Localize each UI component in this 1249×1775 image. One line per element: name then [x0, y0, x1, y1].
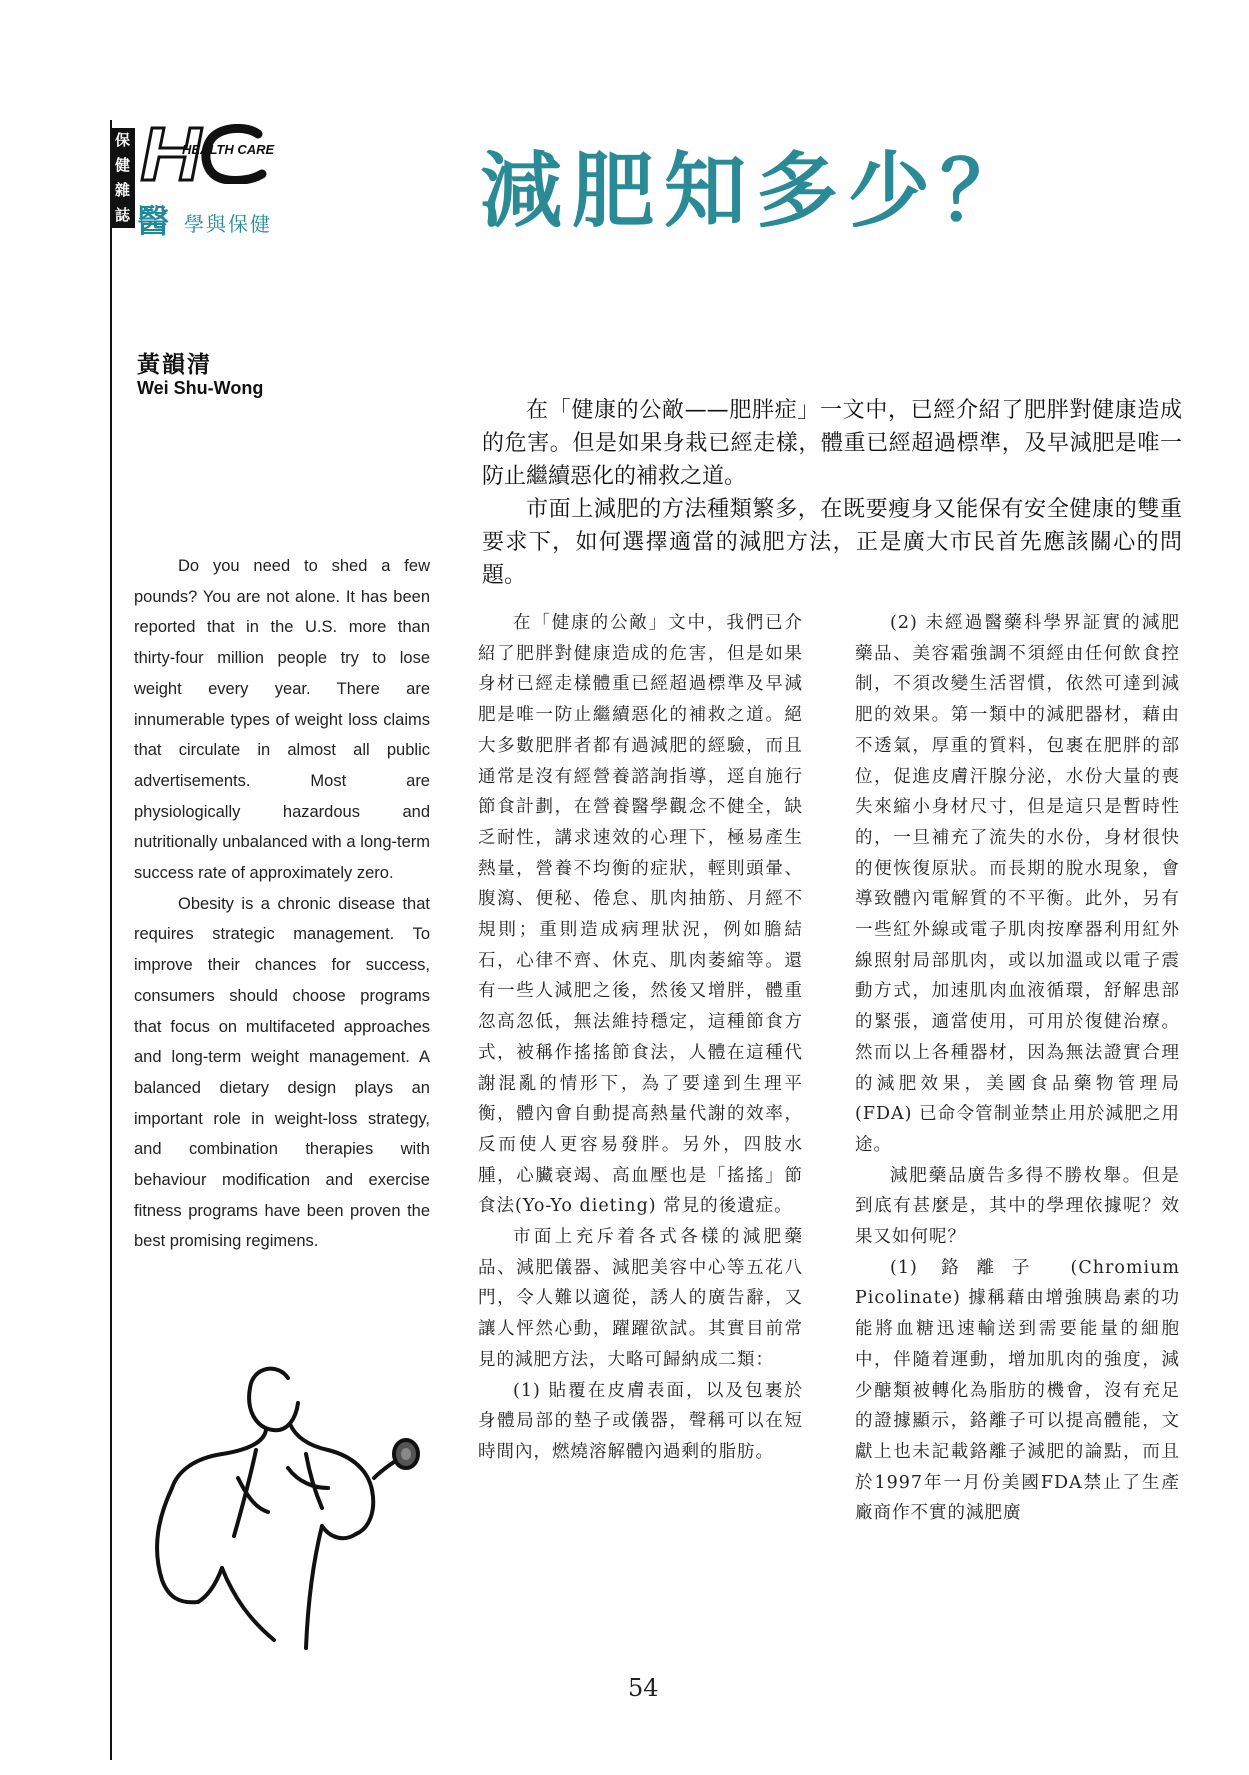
body-column-2	[855, 608, 1180, 1529]
logo-yi: 醫	[137, 202, 170, 240]
logo-band-char: 保	[114, 131, 130, 149]
article-title: 減肥知多少？	[480, 143, 1033, 239]
body-paragraph: 市面上充斥着各式各樣的減肥藥品、減肥儀器、減肥美容中心等五花八門，令人難以適從，誘人的廣告辭，又讓人怦然心動，躍躍欲試。其實目前常見的減肥方法，大略可歸納成二類：	[478, 1227, 803, 1370]
abstract-paragraph: Do you need to shed a few pounds? You are not alone. It has been reported that in the U.S. more than thirty-four million people try to lose weight every year. There are innumerable types of weight loss claims that circulate in almost all public advertisements. Most are physiologically hazardous and nutritionally unbalanced with a long-term success rate of approximately zero.	[134, 557, 430, 883]
body-paragraph: (1) 貼覆在皮膚表面，以及包裹於身體局部的墊子或儀器，聲稱可以在短時間內，燃燒溶解體內過剩的脂肪。	[478, 1380, 803, 1462]
magazine-logo	[110, 124, 310, 240]
body-paragraph: 減肥藥品廣告多得不勝枚舉。但是到底有甚麼是，其中的學理依據呢？效果又如何呢？	[855, 1165, 1180, 1248]
lead-paragraphs	[482, 394, 1182, 592]
logo-band-char: 雜	[114, 181, 130, 199]
logo-band	[110, 128, 135, 228]
logo-band-char: 誌	[114, 206, 130, 224]
logo-subtitle: 學與保健	[184, 212, 272, 236]
author-name-zh: 黃韻清	[137, 352, 212, 378]
lead-paragraph: 市面上減肥的方法種類繁多，在既要瘦身又能保有安全健康的雙重要求下，如何選擇適當的減肥方法，正是廣大市民首先應該關心的問題。	[482, 497, 1182, 588]
body-paragraph: 在「健康的公敵」文中，我們已介紹了肥胖對健康造成的危害，但是如果身材已經走樣體重已經超過標準及早減肥是唯一防止繼續惡化的補救之道。絕大多數肥胖者都有過減肥的經驗，而且通常是沒有經營養諮詢指導，逕自施行節食計劃，在營養醫學觀念不健全，缺乏耐性，講求速效的心理下，極易產生熱量，營養不均衡的症狀，輕則頭暈、腹瀉、便秘、倦怠、肌肉抽筋、月經不規則；重則造成病理狀況，例如膽結石，心律不齊、休克、肌肉萎縮等。還有一些人減肥之後，然後又增胖，體重忽高忽低，無法維持穩定，這種節食方式，被稱作搖搖節食法，人體在這種代謝混亂的情形下，為了要達到生理平衡，體內會自動提高熱量代謝的效率，反而使人更容易發胖。另外，四肢水腫，心臟衰竭、高血壓也是「搖搖」節食法(Yo-Yo dieting) 常見的後遺症。	[478, 613, 803, 1217]
abstract-paragraph: Obesity is a chronic disease that requires strategic management. To improve their chances for success, consumers should choose programs that focus on multifaceted approaches and long-term weight management. A balanced dietary design plays an important role in weight-loss strategy, and combination therapies with behaviour modification and exercise fitness programs have been proven the best promising regimens.	[134, 894, 430, 1251]
lead-paragraph: 在「健康的公敵——肥胖症」一文中，已經介紹了肥胖對健康造成的危害。但是如果身栽已經走樣，體重已經超過標準，及早減肥是唯一防止繼續惡化的補救之道。	[482, 398, 1182, 489]
page-number: 54	[628, 1674, 659, 1702]
author-name-en: Wei Shu-Wong	[137, 378, 264, 398]
logo-mark-text: HEALTH CARE	[182, 142, 275, 157]
left-rule	[110, 120, 112, 1760]
logo-band-char: 健	[114, 156, 130, 174]
body-column-1	[478, 608, 803, 1468]
hc-logo-mark	[140, 124, 300, 184]
dumbbell-exercise-illustration	[138, 1358, 438, 1658]
body-paragraph: (2) 未經過醫藥科學界証實的減肥藥品、美容霜強調不須經由任何飲食控制，不須改變生活習慣，依然可達到減肥的效果。第一類中的減肥器材，藉由不透氣，厚重的質料，包裹在肥胖的部位，促進皮膚汗腺分泌，水份大量的喪失來縮小身材尺寸，但是這只是暫時性的，一旦補充了流失的水份，身材很快的便恢復原狀。而長期的脫水現象，會導致體內電解質的不平衡。此外，另有一些紅外線或電子肌肉按摩器利用紅外線照射局部肌肉，或以加溫或以電子震動方式，加速肌肉血液循環，舒解患部的緊張，適當使用，可用於復健治療。然而以上各種器材，因為無法證實合理的減肥效果，美國食品藥物管理局 (FDA) 已命令管制並禁止用於減肥之用途。	[855, 613, 1180, 1155]
english-abstract	[134, 551, 430, 1257]
body-paragraph: (1) 鉻離子 (Chromium Picolinate) 據稱藉由增強胰島素的功能將血糖迅速輸送到需要能量的細胞中，伴隨着運動，增加肌肉的強度，減少醣類被轉化為脂肪的機會，沒有充足的證據顯示，鉻離子可以提高體能，文獻上也未記載鉻離子減肥的論點，而且於1997年一月份美國FDA禁止了生產廠商作不實的減肥廣	[855, 1257, 1180, 1524]
